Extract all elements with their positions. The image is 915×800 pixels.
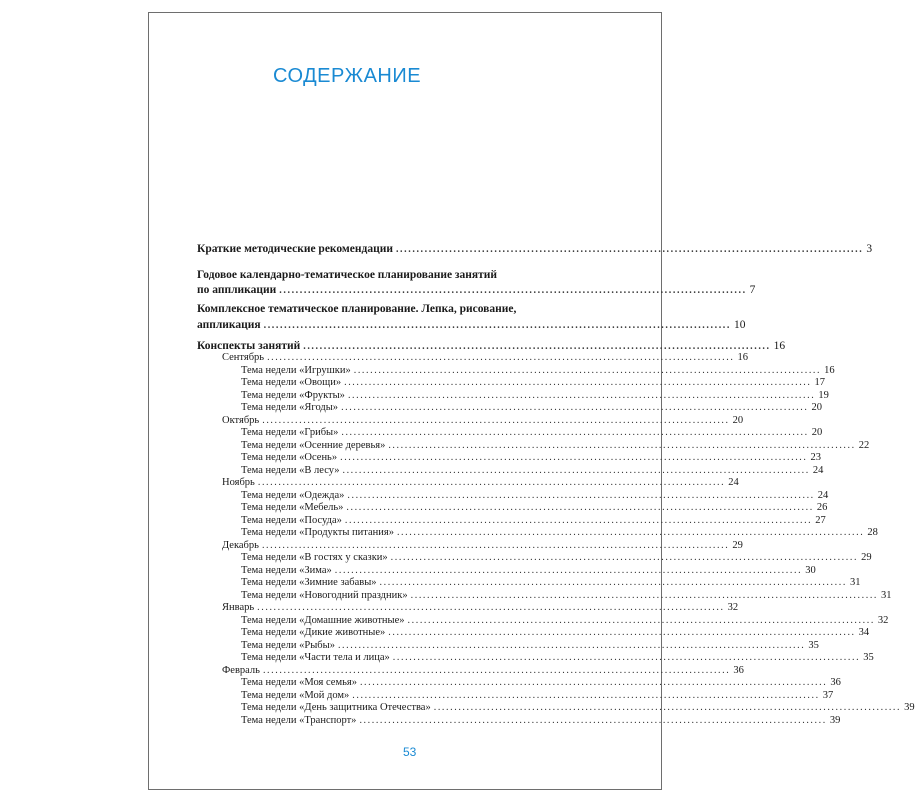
toc-topic-page: 35 — [808, 639, 819, 651]
toc-month-label: Январь — [222, 602, 255, 613]
toc-topic — [197, 514, 826, 526]
toc-topic-page: 20 — [811, 402, 822, 413]
toc-month-label: Сентябрь — [222, 352, 265, 363]
dot-leader: .................................................................................................................. — [344, 514, 813, 526]
toc-topic-label: Тема недели «Дикие животные» — [241, 627, 386, 638]
toc-topic-label: Тема недели «Зима» — [241, 564, 332, 576]
toc-entry-label: аппликация — [197, 319, 261, 331]
toc-topic-label: Тема недели «Транспорт» — [241, 714, 357, 726]
dot-leader: .................................................................................................................. — [263, 320, 732, 331]
toc-topic — [197, 489, 829, 501]
dot-leader: .................................................................................................................. — [344, 377, 812, 388]
dot-leader: .................................................................................................................. — [342, 464, 810, 476]
toc-topic-label: Тема недели «Части тела и лица» — [241, 652, 390, 663]
toc-topic-label: Тема недели «Рыбы» — [241, 639, 335, 651]
toc-topic — [197, 464, 824, 476]
page-number: 53 — [403, 745, 417, 759]
toc-topic-label: Тема недели «Продукты питания» — [241, 527, 394, 538]
dot-leader: .................................................................................................................. — [337, 639, 806, 651]
dot-leader: .................................................................................................................. — [359, 677, 828, 688]
toc-topic-label: Тема недели «Моя семья» — [241, 677, 357, 688]
toc-entry-page: 16 — [773, 340, 786, 352]
toc-month-label: Ноябрь — [222, 477, 255, 488]
dot-leader: .................................................................................................................. — [262, 414, 730, 426]
toc-month-page: 32 — [727, 602, 739, 613]
dot-leader: .................................................................................................................. — [341, 427, 809, 438]
page-title: СОДЕРЖАНИЕ — [273, 65, 422, 87]
dot-leader: .................................................................................................................. — [303, 341, 771, 352]
toc-topic-page: 16 — [824, 364, 835, 376]
toc-topic-page: 17 — [814, 377, 825, 388]
toc-topic — [197, 689, 834, 701]
toc-entry-line: Комплексное тематическое планирование. Лепка, рисование, — [197, 303, 517, 315]
dot-leader: .................................................................................................................. — [340, 452, 808, 463]
toc-entry — [197, 284, 756, 296]
dot-leader: .................................................................................................................. — [407, 614, 875, 626]
toc-topic-page: 28 — [867, 527, 878, 538]
dot-leader: .................................................................................................................. — [410, 589, 879, 601]
toc-topic-label: Тема недели «Ягоды» — [241, 402, 339, 413]
toc-topic-label: Тема недели «Мой дом» — [241, 689, 350, 701]
toc-topic-label: Тема недели «Мебель» — [241, 502, 344, 513]
dot-leader: .................................................................................................................. — [396, 527, 865, 538]
toc-topic-page: 39 — [904, 702, 915, 713]
toc-topic-page: 20 — [811, 427, 823, 438]
toc-topic — [197, 439, 870, 451]
toc-entry — [197, 340, 786, 352]
toc-topic — [197, 577, 861, 588]
toc-month — [197, 602, 739, 613]
toc-topic — [197, 452, 822, 463]
toc-month — [197, 352, 748, 363]
toc-entry-page: 3 — [866, 243, 873, 255]
toc-topic-label: Тема недели «Игрушки» — [241, 364, 351, 376]
dot-leader: .................................................................................................................. — [388, 627, 856, 638]
toc-topic-label: Тема недели «Осенние деревья» — [241, 439, 386, 451]
toc-topic-page: 29 — [861, 552, 872, 563]
toc-topic-label: Тема недели «Зимние забавы» — [241, 577, 377, 588]
toc-month-label: Октябрь — [222, 414, 260, 426]
toc-topic — [197, 502, 828, 513]
toc-topic-label: Тема недели «Новогодний праздник» — [241, 589, 408, 601]
toc-topic-label: Тема недели «Осень» — [241, 452, 338, 463]
toc-topic — [197, 389, 829, 401]
toc-entry-page: 7 — [749, 284, 756, 296]
dot-leader: .................................................................................................................. — [279, 285, 747, 296]
dot-leader: .................................................................................................................. — [392, 652, 861, 663]
toc-month-page: 20 — [732, 414, 744, 426]
dot-leader: .................................................................................................................. — [346, 502, 814, 513]
dot-leader: .................................................................................................................. — [379, 577, 847, 588]
dot-leader: .................................................................................................................. — [388, 439, 856, 451]
toc-month — [197, 664, 744, 676]
toc-topic — [197, 402, 822, 413]
toc-topic-page: 35 — [863, 652, 874, 663]
dot-leader: .................................................................................................................. — [359, 714, 827, 726]
toc-topic-label: Тема недели «Домашние животные» — [241, 614, 405, 626]
toc-topic-page: 36 — [830, 677, 841, 688]
toc-topic-label: Тема недели «Овощи» — [241, 377, 342, 388]
toc-topic-page: 31 — [849, 577, 861, 588]
toc-topic — [197, 364, 835, 376]
dot-leader: .................................................................................................................. — [390, 552, 859, 563]
dot-leader: .................................................................................................................. — [257, 477, 726, 488]
dot-leader: .................................................................................................................. — [395, 244, 864, 255]
toc-entry-label: по аппликации — [197, 284, 277, 296]
toc-month — [197, 477, 739, 488]
dot-leader: .................................................................................................................. — [352, 689, 820, 701]
toc-topic — [197, 427, 823, 438]
toc-topic-page: 27 — [815, 514, 826, 526]
dot-leader: .................................................................................................................. — [334, 564, 803, 576]
toc-month-page: 29 — [732, 539, 743, 551]
dot-leader: .................................................................................................................. — [347, 389, 816, 401]
toc-topic-page: 24 — [817, 489, 829, 501]
toc-entry-label: Конспекты занятий — [197, 340, 301, 352]
toc-month-label: Февраль — [222, 664, 260, 676]
toc-topic — [197, 564, 816, 576]
toc-topic-page: 31 — [881, 589, 892, 601]
dot-leader: .................................................................................................................. — [433, 702, 902, 713]
toc-topic — [197, 714, 841, 726]
toc-topic — [197, 627, 870, 638]
toc-month-page: 36 — [733, 664, 744, 676]
dot-leader: .................................................................................................................. — [353, 364, 822, 376]
toc-entry — [197, 319, 746, 331]
toc-topic — [197, 614, 889, 626]
toc-topic — [197, 702, 915, 713]
dot-leader: .................................................................................................................. — [262, 664, 731, 676]
toc-topic-label: Тема недели «Фрукты» — [241, 389, 345, 401]
dot-leader: .................................................................................................................. — [257, 602, 725, 613]
dot-leader: .................................................................................................................. — [261, 539, 730, 551]
toc-topic-page: 34 — [858, 627, 870, 638]
toc-topic — [197, 639, 819, 651]
dot-leader: .................................................................................................................. — [347, 489, 815, 501]
toc-topic-label: Тема недели «В лесу» — [241, 464, 340, 476]
toc-topic-label: Тема недели «Посуда» — [241, 514, 342, 526]
dot-leader: .................................................................................................................. — [341, 402, 809, 413]
toc-topic-page: 30 — [805, 564, 816, 576]
toc-topic-page: 22 — [858, 439, 870, 451]
toc-topic-page: 39 — [829, 714, 841, 726]
toc-topic-page: 32 — [877, 614, 889, 626]
toc-topic-page: 26 — [816, 502, 828, 513]
toc-topic-label: Тема недели «Грибы» — [241, 427, 339, 438]
toc-entry-page: 10 — [734, 319, 746, 331]
toc-topic-label: Тема недели «В гостях у сказки» — [241, 552, 388, 563]
toc-month-page: 24 — [728, 477, 739, 488]
book-page — [148, 12, 915, 790]
toc-topic — [197, 377, 825, 388]
toc-topic — [197, 652, 874, 663]
toc-entry — [197, 243, 873, 255]
toc-topic — [197, 527, 878, 538]
toc-topic-page: 24 — [812, 464, 824, 476]
toc-topic — [197, 589, 892, 601]
toc-topic-page: 37 — [822, 689, 834, 701]
toc-topic-label: Тема недели «Одежда» — [241, 489, 345, 501]
toc-month-label: Декабрь — [222, 539, 259, 551]
toc-topic-label: Тема недели «День защитника Отечества» — [241, 702, 431, 713]
toc-topic-page: 23 — [810, 452, 822, 463]
toc-topic — [197, 677, 841, 688]
toc-month — [197, 539, 743, 551]
toc-topic — [197, 552, 872, 563]
toc-month — [197, 414, 744, 426]
toc-month-page: 16 — [737, 352, 748, 363]
dot-leader: .................................................................................................................. — [267, 352, 735, 363]
toc-entry-line: Годовое календарно-тематическое планирование занятий — [197, 269, 498, 281]
toc-topic-page: 19 — [818, 389, 829, 401]
toc-entry-label: Краткие методические рекомендации — [197, 243, 393, 255]
